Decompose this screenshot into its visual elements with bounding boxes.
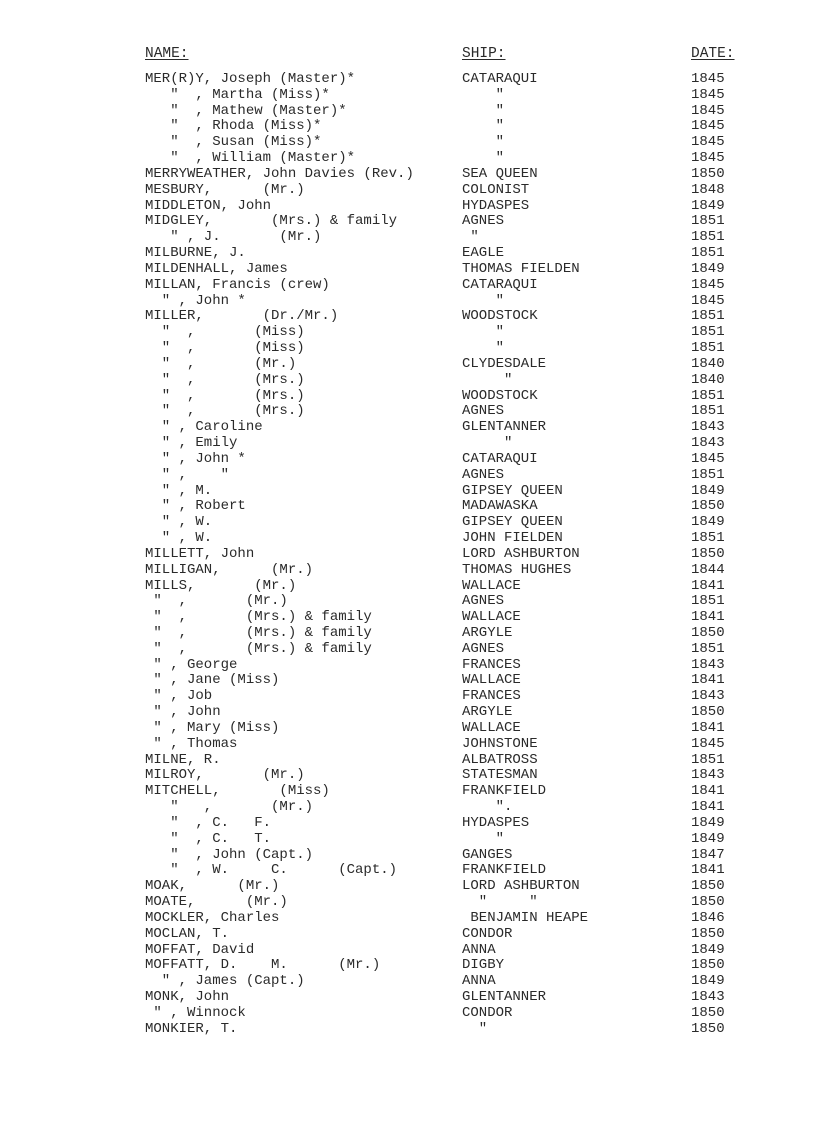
ship-name: LORD ASHBURTON [462, 878, 580, 895]
arrival-date: 1841 [691, 783, 725, 800]
list-item [0, 753, 816, 769]
list-item [0, 499, 816, 515]
passenger-name: " , (Mrs.) & family [145, 624, 372, 641]
ship-name: THOMAS HUGHES [462, 561, 572, 578]
arrival-date: 1850 [691, 1004, 725, 1021]
ship-name: GIPSEY QUEEN [462, 514, 563, 531]
arrival-date: 1845 [691, 71, 725, 87]
ship-name: " [462, 292, 505, 309]
arrival-date: 1843 [691, 419, 725, 436]
passenger-name: " , J. (Mr.) [145, 229, 322, 246]
passenger-name: MILLAN, Francis (crew) [145, 276, 330, 293]
list-item [0, 452, 816, 468]
passenger-name: " , W. [145, 530, 213, 547]
list-item [0, 183, 816, 199]
ship-name: " [462, 150, 505, 167]
list-item [0, 911, 816, 927]
ship-name: " [462, 435, 513, 452]
ship-name: AGNES [462, 640, 505, 657]
passenger-name: " , W. [145, 514, 213, 531]
arrival-date: 1849 [691, 814, 725, 831]
list-item [0, 278, 816, 294]
passenger-name: " , William (Master)* [145, 150, 356, 167]
ship-name: ALBATROSS [462, 751, 538, 768]
list-item [0, 468, 816, 484]
arrival-date: 1850 [691, 624, 725, 641]
list-item [0, 484, 816, 500]
arrival-date: 1846 [691, 909, 725, 926]
ship-name: " [462, 1020, 488, 1037]
arrival-date: 1849 [691, 830, 725, 847]
arrival-date: 1851 [691, 640, 725, 657]
ship-name: ANNA [462, 973, 496, 990]
passenger-name: MONKIER, T. [145, 1020, 238, 1037]
arrival-date: 1850 [691, 925, 725, 942]
ship-name: CATARAQUI [462, 71, 538, 87]
arrival-date: 1851 [691, 403, 725, 420]
arrival-date: 1850 [691, 704, 725, 721]
arrival-date: 1850 [691, 957, 725, 974]
ship-name: GLENTANNER [462, 989, 547, 1006]
ship-name: " [462, 324, 505, 341]
passenger-name: " , John * [145, 292, 246, 309]
passenger-name: MIDDLETON, John [145, 197, 272, 214]
passenger-name: " , (Mrs.) & family [145, 609, 372, 626]
arrival-date: 1844 [691, 561, 725, 578]
list-item [0, 594, 816, 610]
passenger-name: " , Thomas [145, 735, 238, 752]
passenger-list [0, 72, 816, 1038]
passenger-name: " , Mary (Miss) [145, 719, 280, 736]
header-date: DATE: [691, 46, 735, 62]
ship-name: AGNES [462, 466, 505, 483]
passenger-name: " , Caroline [145, 419, 263, 436]
passenger-name: " , Mathew (Master)* [145, 102, 347, 119]
ship-name: CATARAQUI [462, 276, 538, 293]
passenger-name: " , (Miss) [145, 324, 305, 341]
passenger-name: MOATE, (Mr.) [145, 894, 288, 911]
ship-name: HYDASPES [462, 197, 530, 214]
arrival-date: 1851 [691, 213, 725, 230]
list-item [0, 436, 816, 452]
ship-name: ARGYLE [462, 704, 513, 721]
arrival-date: 1850 [691, 165, 725, 182]
passenger-name: MER(R)Y, Joseph (Master)* [145, 71, 356, 87]
ship-name: AGNES [462, 593, 505, 610]
list-item [0, 246, 816, 262]
passenger-name: MILLS, (Mr.) [145, 577, 297, 594]
passenger-name: " , Job [145, 688, 213, 705]
list-item [0, 420, 816, 436]
list-item [0, 705, 816, 721]
list-item [0, 848, 816, 864]
passenger-name: MOFFATT, D. M. (Mr.) [145, 957, 381, 974]
passenger-name: " , C. T. [145, 830, 272, 847]
passenger-name: " , (Mr.) [145, 593, 288, 610]
ship-name: ARGYLE [462, 624, 513, 641]
ship-name: CLYDESDALE [462, 355, 547, 372]
list-item [0, 689, 816, 705]
ship-name: " [462, 229, 479, 246]
passenger-name: " , (Mrs.) & family [145, 640, 372, 657]
list-item [0, 863, 816, 879]
arrival-date: 1843 [691, 688, 725, 705]
ship-name: SEA QUEEN [462, 165, 538, 182]
list-item [0, 199, 816, 215]
arrival-date: 1849 [691, 260, 725, 277]
ship-name: THOMAS FIELDEN [462, 260, 580, 277]
passenger-name: MESBURY, (Mr.) [145, 181, 305, 198]
list-item [0, 658, 816, 674]
passenger-name: MILBURNE, J. [145, 245, 246, 262]
passenger-name: " , (Mrs.) [145, 371, 305, 388]
passenger-name: MOAK, (Mr.) [145, 878, 280, 895]
list-item [0, 119, 816, 135]
passenger-name: MERRYWEATHER, John Davies (Rev.) [145, 165, 414, 182]
list-item [0, 610, 816, 626]
ship-name: FRANCES [462, 656, 521, 673]
list-item [0, 1022, 816, 1038]
list-item [0, 325, 816, 341]
ship-name: BENJAMIN HEAPE [462, 909, 589, 926]
arrival-date: 1848 [691, 181, 725, 198]
list-item [0, 626, 816, 642]
list-item [0, 262, 816, 278]
list-item [0, 800, 816, 816]
arrival-date: 1851 [691, 340, 725, 357]
passenger-name: MIDGLEY, (Mrs.) & family [145, 213, 398, 230]
passenger-name: MITCHELL, (Miss) [145, 783, 330, 800]
ship-name: MADAWASKA [462, 498, 538, 515]
passenger-name: " , " [145, 466, 230, 483]
passenger-name: " , Susan (Miss)* [145, 134, 322, 151]
ship-name: HYDASPES [462, 814, 530, 831]
arrival-date: 1851 [691, 593, 725, 610]
list-item [0, 151, 816, 167]
passenger-name: " , (Mr.) [145, 355, 297, 372]
passenger-name: " , Martha (Miss)* [145, 86, 330, 103]
list-item [0, 958, 816, 974]
list-item [0, 515, 816, 531]
arrival-date: 1845 [691, 276, 725, 293]
arrival-date: 1851 [691, 324, 725, 341]
arrival-date: 1850 [691, 545, 725, 562]
passenger-name: MOFFAT, David [145, 941, 255, 958]
ship-name: WALLACE [462, 577, 521, 594]
list-item [0, 927, 816, 943]
passenger-name: " , Rhoda (Miss)* [145, 118, 322, 135]
arrival-date: 1851 [691, 387, 725, 404]
ship-name: " [462, 118, 505, 135]
arrival-date: 1841 [691, 672, 725, 689]
ship-name: " [462, 830, 505, 847]
list-item [0, 531, 816, 547]
passenger-name: " , Emily [145, 435, 238, 452]
arrival-date: 1840 [691, 355, 725, 372]
list-item [0, 341, 816, 357]
list-item [0, 579, 816, 595]
ship-name: GANGES [462, 846, 513, 863]
arrival-date: 1845 [691, 450, 725, 467]
ship-name: WOODSTOCK [462, 308, 538, 325]
ship-name: FRANCES [462, 688, 521, 705]
passenger-name: " , John * [145, 450, 246, 467]
arrival-date: 1851 [691, 308, 725, 325]
arrival-date: 1851 [691, 466, 725, 483]
list-item [0, 879, 816, 895]
passenger-name: " , (Mr.) [145, 799, 314, 816]
arrival-date: 1845 [691, 134, 725, 151]
list-item [0, 737, 816, 753]
arrival-date: 1843 [691, 989, 725, 1006]
list-item [0, 357, 816, 373]
passenger-name: MOCLAN, T. [145, 925, 230, 942]
list-item [0, 974, 816, 990]
arrival-date: 1849 [691, 973, 725, 990]
ship-name: AGNES [462, 213, 505, 230]
passenger-name: " , John [145, 704, 221, 721]
list-item [0, 294, 816, 310]
ship-name: FRANKFIELD [462, 862, 547, 879]
arrival-date: 1845 [691, 150, 725, 167]
ship-name: GLENTANNER [462, 419, 547, 436]
arrival-date: 1845 [691, 86, 725, 103]
passenger-name: " , W. C. (Capt.) [145, 862, 398, 879]
ship-name: LORD ASHBURTON [462, 545, 580, 562]
passenger-name: " , Jane (Miss) [145, 672, 280, 689]
passenger-name: MONK, John [145, 989, 230, 1006]
passenger-name: MILDENHALL, James [145, 260, 288, 277]
list-item [0, 832, 816, 848]
ship-name: ANNA [462, 941, 496, 958]
ship-name: EAGLE [462, 245, 505, 262]
passenger-name: MILLIGAN, (Mr.) [145, 561, 314, 578]
arrival-date: 1849 [691, 941, 725, 958]
ship-name: WALLACE [462, 672, 521, 689]
list-item [0, 135, 816, 151]
ship-name: STATESMAN [462, 767, 538, 784]
arrival-date: 1841 [691, 719, 725, 736]
passenger-name: " , M. [145, 482, 213, 499]
ship-name: " [462, 102, 505, 119]
ship-name: COLONIST [462, 181, 530, 198]
ship-name: WOODSTOCK [462, 387, 538, 404]
ship-name: JOHN FIELDEN [462, 530, 563, 547]
list-item [0, 990, 816, 1006]
ship-name: " [462, 86, 505, 103]
arrival-date: 1849 [691, 197, 725, 214]
list-item [0, 88, 816, 104]
ship-name: " [462, 134, 505, 151]
passenger-name: " , Robert [145, 498, 246, 515]
arrival-date: 1841 [691, 799, 725, 816]
passenger-name: MILLER, (Dr./Mr.) [145, 308, 339, 325]
arrival-date: 1841 [691, 609, 725, 626]
arrival-date: 1850 [691, 878, 725, 895]
ship-name: CONDOR [462, 1004, 513, 1021]
arrival-date: 1851 [691, 229, 725, 246]
arrival-date: 1850 [691, 498, 725, 515]
arrival-date: 1841 [691, 577, 725, 594]
arrival-date: 1851 [691, 245, 725, 262]
arrival-date: 1845 [691, 102, 725, 119]
list-item [0, 373, 816, 389]
ship-name: GIPSEY QUEEN [462, 482, 563, 499]
list-item [0, 104, 816, 120]
list-item [0, 214, 816, 230]
passenger-name: " , C. F. [145, 814, 272, 831]
passenger-name: MOCKLER, Charles [145, 909, 280, 926]
ship-name: ". [462, 799, 513, 816]
passenger-name: MILLETT, John [145, 545, 255, 562]
list-item [0, 895, 816, 911]
arrival-date: 1851 [691, 751, 725, 768]
passenger-name: MILROY, (Mr.) [145, 767, 305, 784]
list-item [0, 1006, 816, 1022]
list-item [0, 72, 816, 88]
arrival-date: 1847 [691, 846, 725, 863]
passenger-name: " , Winnock [145, 1004, 246, 1021]
ship-name: CATARAQUI [462, 450, 538, 467]
ship-name: " " [462, 894, 538, 911]
ship-name: WALLACE [462, 719, 521, 736]
list-item [0, 943, 816, 959]
arrival-date: 1849 [691, 482, 725, 499]
header-ship: SHIP: [462, 46, 506, 62]
list-item [0, 721, 816, 737]
arrival-date: 1850 [691, 894, 725, 911]
header-name: NAME: [145, 46, 189, 62]
arrival-date: 1845 [691, 735, 725, 752]
list-item [0, 547, 816, 563]
passenger-name: " , John (Capt.) [145, 846, 314, 863]
list-item [0, 230, 816, 246]
ship-name: DIGBY [462, 957, 505, 974]
arrival-date: 1843 [691, 435, 725, 452]
list-item [0, 309, 816, 325]
arrival-date: 1843 [691, 656, 725, 673]
arrival-date: 1845 [691, 118, 725, 135]
passenger-name: " , George [145, 656, 238, 673]
passenger-name: " , James (Capt.) [145, 973, 305, 990]
list-item [0, 673, 816, 689]
arrival-date: 1840 [691, 371, 725, 388]
arrival-date: 1843 [691, 767, 725, 784]
list-item [0, 784, 816, 800]
ship-name: FRANKFIELD [462, 783, 547, 800]
ship-name: " [462, 371, 513, 388]
arrival-date: 1845 [691, 292, 725, 309]
list-item [0, 768, 816, 784]
list-item [0, 404, 816, 420]
arrival-date: 1849 [691, 514, 725, 531]
passenger-name: " , (Mrs.) [145, 403, 305, 420]
list-item [0, 816, 816, 832]
arrival-date: 1841 [691, 862, 725, 879]
ship-name: AGNES [462, 403, 505, 420]
passenger-name: MILNE, R. [145, 751, 221, 768]
ship-name: CONDOR [462, 925, 513, 942]
list-item [0, 642, 816, 658]
list-item [0, 563, 816, 579]
arrival-date: 1851 [691, 530, 725, 547]
arrival-date: 1850 [691, 1020, 725, 1037]
list-item [0, 389, 816, 405]
ship-name: " [462, 340, 505, 357]
ship-name: JOHNSTONE [462, 735, 538, 752]
list-item [0, 167, 816, 183]
passenger-name: " , (Miss) [145, 340, 305, 357]
passenger-name: " , (Mrs.) [145, 387, 305, 404]
ship-name: WALLACE [462, 609, 521, 626]
